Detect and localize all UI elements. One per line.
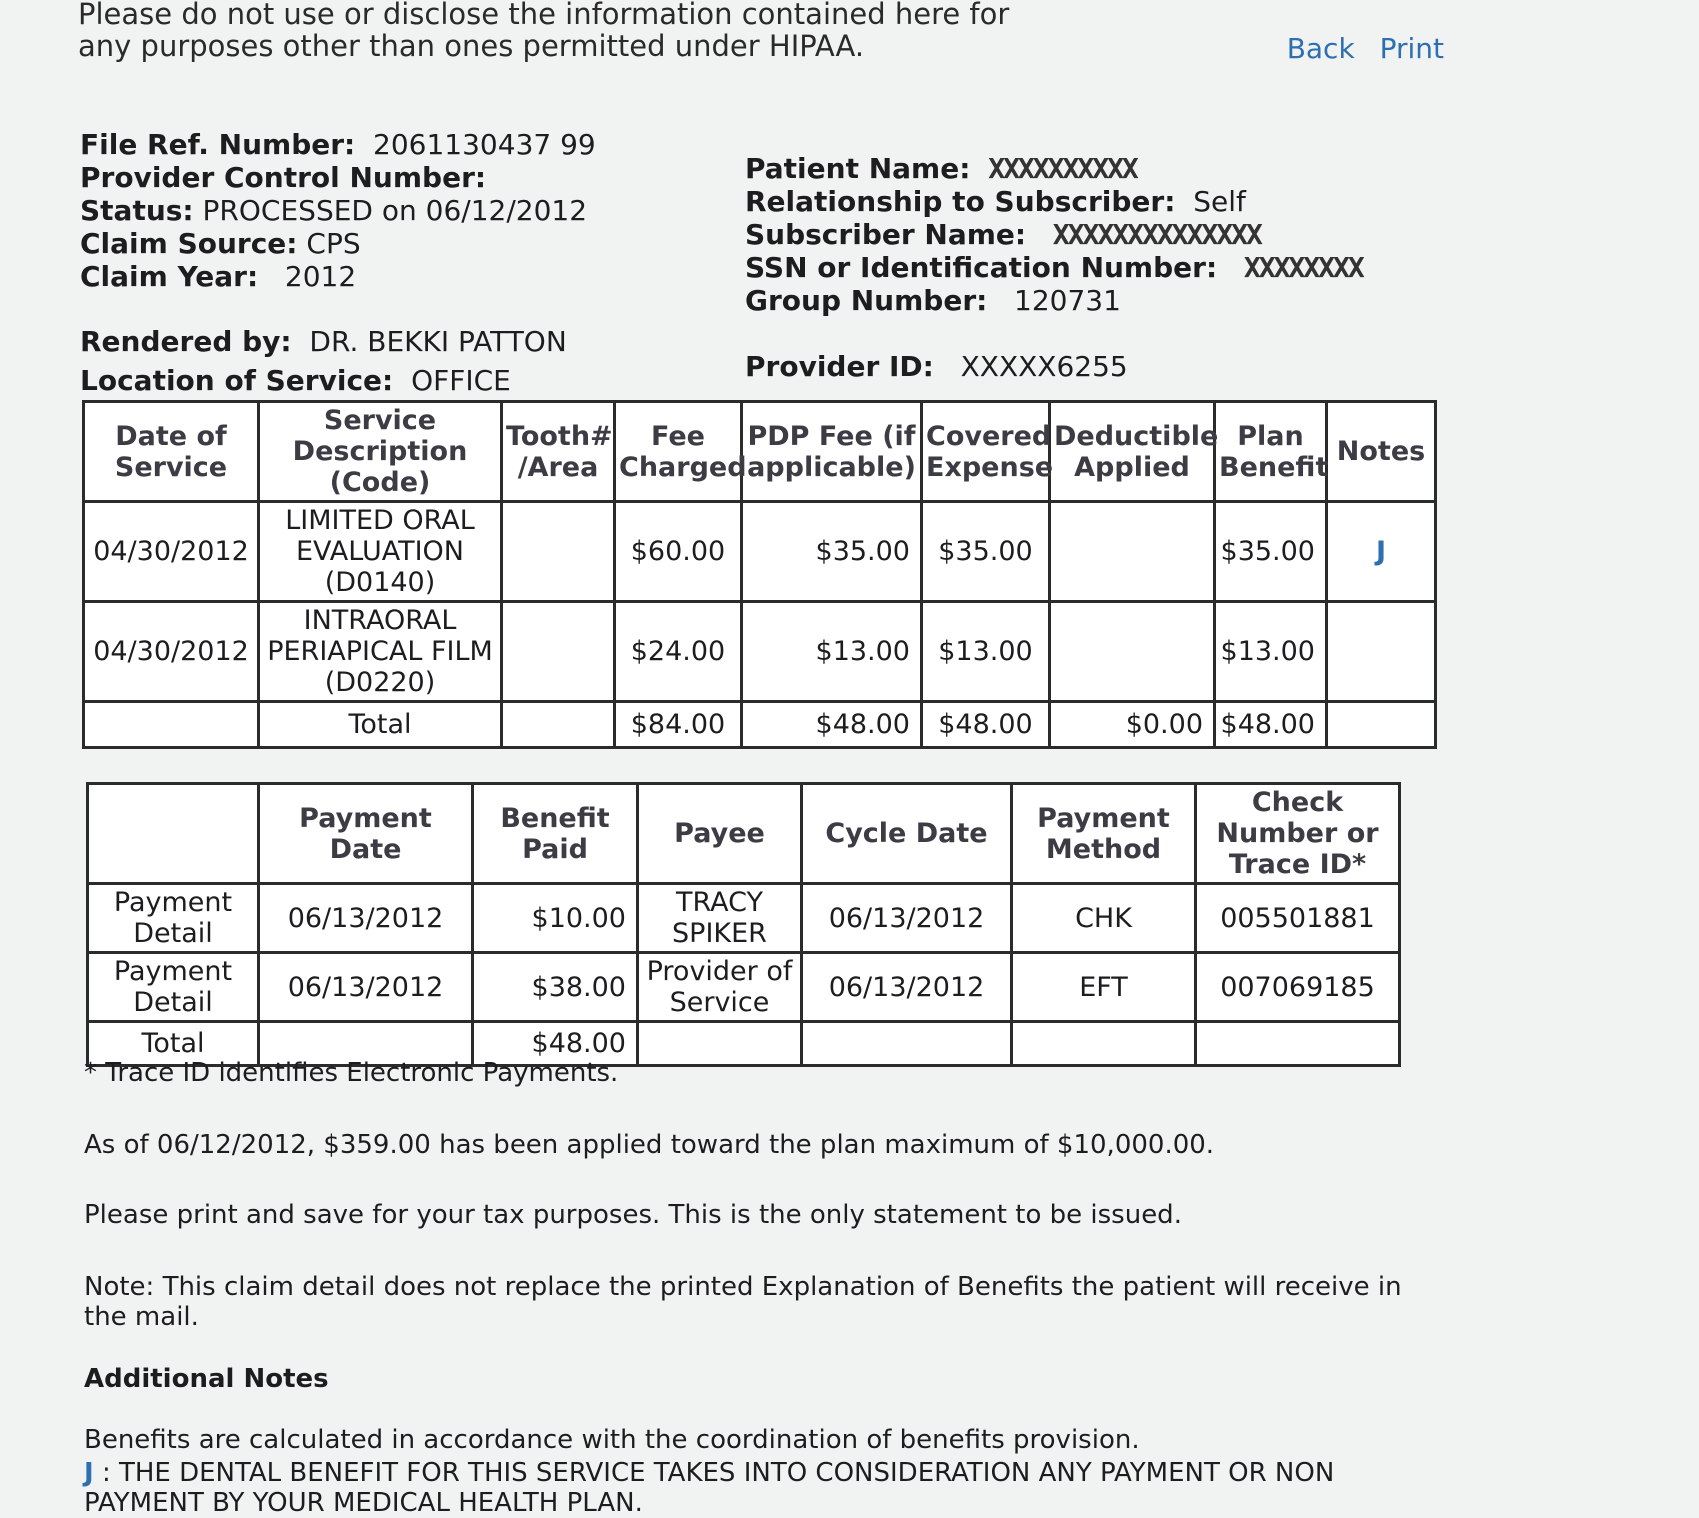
fee-charged: $24.00 <box>615 602 742 702</box>
col-header: Cycle Date <box>802 784 1012 884</box>
table-row <box>88 884 1400 953</box>
col-header: Service Description (Code) <box>259 402 502 502</box>
col-header: Covered Expense <box>922 402 1050 502</box>
ssn-label: SSN or Identification Number: <box>745 251 1218 284</box>
deductible-applied <box>1050 602 1215 702</box>
relationship-label: Relationship to Subscriber: <box>745 185 1176 218</box>
plan-max-note: As of 06/12/2012, $359.00 has been applied toward the plan maximum of $10,000.00. <box>84 1130 1215 1160</box>
location-value: OFFICE <box>411 364 511 397</box>
col-header: Benefit Paid <box>473 784 638 884</box>
claim-source-value: CPS <box>306 227 361 260</box>
total-deductible: $0.00 <box>1050 702 1215 748</box>
total-empty <box>1327 702 1436 748</box>
total-empty <box>502 702 615 748</box>
total-empty <box>638 1022 802 1066</box>
group-label: Group Number: <box>745 284 988 317</box>
services-table <box>82 400 1437 749</box>
rendered-by-label: Rendered by: <box>80 325 292 358</box>
trace-footnote: * Trace ID identifies Electronic Payments. <box>84 1058 619 1088</box>
pdp-fee: $13.00 <box>742 602 922 702</box>
payment-date: 06/13/2012 <box>259 884 473 953</box>
payee: TRACY SPIKER <box>638 884 802 953</box>
payments-table <box>86 782 1401 1067</box>
payment-row-label: Payment Detail <box>88 884 259 953</box>
service-date: 04/30/2012 <box>84 502 259 602</box>
patient-info <box>745 152 1363 317</box>
trace-id: 005501881 <box>1196 884 1400 953</box>
table-row <box>88 953 1400 1022</box>
plan-benefit: $35.00 <box>1215 502 1327 602</box>
cycle-date: 06/13/2012 <box>802 884 1012 953</box>
service-description: LIMITED ORAL EVALUATION (D0140) <box>259 502 502 602</box>
cob-note: Benefits are calculated in accordance with the coordination of benefits provision. <box>84 1425 1140 1455</box>
j-code: J <box>84 1458 94 1488</box>
col-header: Payment Method <box>1012 784 1196 884</box>
table-row <box>84 502 1436 602</box>
group-value: 120731 <box>1014 284 1121 317</box>
payment-method: EFT <box>1012 953 1196 1022</box>
payment-total-label: Total <box>88 1022 259 1066</box>
plan-benefit: $13.00 <box>1215 602 1327 702</box>
total-fee: $84.00 <box>615 702 742 748</box>
provider-info <box>745 350 1128 383</box>
col-header: Tooth# /Area <box>502 402 615 502</box>
service-description: INTRAORAL PERIAPICAL FILM (D0220) <box>259 602 502 702</box>
note-code-link[interactable]: J <box>1327 502 1436 602</box>
j-code-text: : THE DENTAL BENEFIT FOR THIS SERVICE TAKES INTO CONSIDERATION ANY PAYMENT OR NON PAYMENT BY YOUR MEDICAL HEALTH PLAN. <box>84 1458 1335 1518</box>
pdp-fee: $35.00 <box>742 502 922 602</box>
tooth-area <box>502 502 615 602</box>
covered-expense: $13.00 <box>922 602 1050 702</box>
deductible-applied <box>1050 502 1215 602</box>
top-links <box>1271 32 1444 65</box>
claim-year-value: 2012 <box>284 260 357 293</box>
total-empty <box>802 1022 1012 1066</box>
eob-note: Note: This claim detail does not replace the printed Explanation of Benefits the patient will receive in the mail. <box>84 1272 1402 1332</box>
cycle-date: 06/13/2012 <box>802 953 1012 1022</box>
tax-note: Please print and save for your tax purposes. This is the only statement to be issued. <box>84 1200 1182 1230</box>
total-covered: $48.00 <box>922 702 1050 748</box>
file-ref-value: 2061130437 99 <box>373 128 596 161</box>
benefit-paid: $38.00 <box>473 953 638 1022</box>
col-header: Payee <box>638 784 802 884</box>
relationship-value: Self <box>1193 185 1246 218</box>
subscriber-value: XXXXXXXXXXXXXX <box>1052 218 1261 251</box>
status-label: Status: <box>80 194 194 227</box>
ssn-value: XXXXXXXX <box>1243 251 1363 284</box>
back-link[interactable]: Back <box>1286 32 1355 65</box>
status-value: PROCESSED on 06/12/2012 <box>202 194 588 227</box>
hipaa-notice: Please do not use or disclose the information contained here for any purposes other than ones permitted under HIPAA. <box>78 0 1010 63</box>
patient-name-value: XXXXXXXXXX <box>988 152 1137 185</box>
col-header: PDP Fee (if applicable) <box>742 402 922 502</box>
claim-info <box>80 128 596 293</box>
total-benefit: $48.00 <box>1215 702 1327 748</box>
provider-id-label: Provider ID: <box>745 350 934 383</box>
rendering-info <box>80 325 567 397</box>
tooth-area <box>502 602 615 702</box>
total-empty <box>1196 1022 1400 1066</box>
service-date: 04/30/2012 <box>84 602 259 702</box>
rendered-by-value: DR. BEKKI PATTON <box>309 325 567 358</box>
payment-total-paid: $48.00 <box>473 1022 638 1066</box>
total-row <box>84 702 1436 748</box>
claim-year-label: Claim Year: <box>80 260 259 293</box>
patient-name-label: Patient Name: <box>745 152 971 185</box>
total-pdp: $48.00 <box>742 702 922 748</box>
col-header: Check Number or Trace ID* <box>1196 784 1400 884</box>
covered-expense: $35.00 <box>922 502 1050 602</box>
total-empty <box>1012 1022 1196 1066</box>
col-header: Payment Date <box>259 784 473 884</box>
file-ref-label: File Ref. Number: <box>80 128 356 161</box>
print-link[interactable]: Print <box>1379 32 1444 65</box>
col-header: Fee Charged <box>615 402 742 502</box>
provider-id-value: XXXXX6255 <box>960 350 1128 383</box>
subscriber-label: Subscriber Name: <box>745 218 1027 251</box>
total-label: Total <box>259 702 502 748</box>
col-header: Date of Service <box>84 402 259 502</box>
note-code <box>1327 602 1436 702</box>
payment-row-label: Payment Detail <box>88 953 259 1022</box>
claim-source-label: Claim Source: <box>80 227 298 260</box>
total-empty <box>84 702 259 748</box>
table-row <box>84 602 1436 702</box>
col-header: Plan Benefit <box>1215 402 1327 502</box>
provider-control-label: Provider Control Number: <box>80 161 487 194</box>
payment-method: CHK <box>1012 884 1196 953</box>
additional-notes-heading: Additional Notes <box>84 1364 329 1394</box>
payee: Provider of Service <box>638 953 802 1022</box>
benefit-paid: $10.00 <box>473 884 638 953</box>
location-label: Location of Service: <box>80 364 394 397</box>
fee-charged: $60.00 <box>615 502 742 602</box>
j-code-note <box>84 1458 1404 1518</box>
trace-id: 007069185 <box>1196 953 1400 1022</box>
col-header: Notes <box>1327 402 1436 502</box>
col-header: Deductible Applied <box>1050 402 1215 502</box>
services-header-row <box>84 402 1436 502</box>
col-header <box>88 784 259 884</box>
payment-date: 06/13/2012 <box>259 953 473 1022</box>
payments-header-row <box>88 784 1400 884</box>
